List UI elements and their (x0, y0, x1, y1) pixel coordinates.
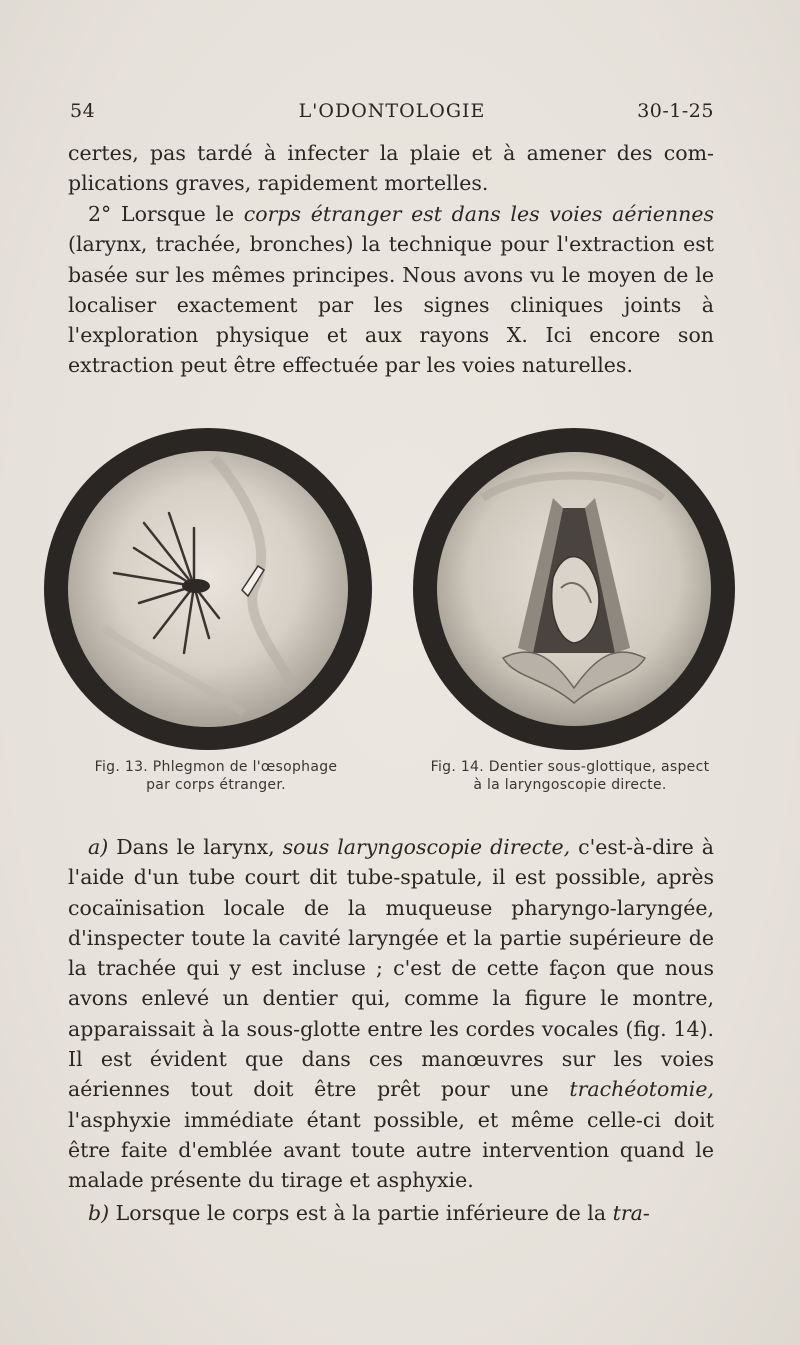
running-title: L'ODONTOLOGIE (298, 100, 486, 122)
figure-13-esophagus (44, 428, 372, 750)
paragraph-text: l'asphyxie immédiate étant possible, et même celle-ci doit être faite d'emblée avant toute autre intervention quand le malade présente du tirage et asphyxie. (68, 1107, 714, 1193)
esophagus-illustration (44, 428, 372, 750)
paragraph-text: Lorsque le corps est à la partie inférieure de la (109, 1201, 613, 1225)
item-label: a) (88, 835, 109, 859)
italic-phrase: sous laryngoscopie directe, (282, 835, 571, 859)
paragraph-lower-trachea (68, 1198, 714, 1228)
figure-14-caption (408, 758, 732, 794)
page-number: 54 (70, 100, 96, 122)
caption-line: Fig. 13. Phlegmon de l'œsophage (94, 759, 338, 775)
paragraph-text: Dans le larynx, (108, 835, 283, 859)
issue-date: 30-1-25 (637, 100, 714, 122)
larynx-illustration (413, 428, 735, 750)
page-header (70, 100, 714, 130)
italic-phrase: trachéotomie, (569, 1077, 714, 1102)
caption-line: par corps étranger. (146, 777, 286, 793)
paragraph-airways (68, 199, 714, 381)
figure-14-larynx (413, 428, 735, 750)
caption-line: à la laryngoscopie directe. (473, 777, 667, 793)
paragraph-text: (larynx, trachée, bronches) la technique pour l'extraction est basée sur les mêmes principes. Nous avons vu le moyen de le localiser exactement par les signes cliniques joints à l'exploration physique et aux rayons X. Ici encore son extraction peut être effectuée par les voies naturelles. (68, 232, 714, 378)
text-line: plications graves, rapidement mortelles. (68, 171, 489, 196)
italic-phrase: tra- (612, 1201, 650, 1225)
paragraph-text: c'est-à-dire à l'aide d'un tube court dit tube-spatule, il est possible, après cocaïnisation locale de la muqueuse pharyngo-laryngée, d'inspecter toute la cavité laryngée et la partie supérieure de la trachée qui y est incluse ; c'est de cette façon que nous avons enlevé un dentier qui, comme la figure le montre, apparaissait à la sous-glotte entre les cordes vocales (fig. 14). Il est évident que dans ces manœuvres sur les voies aériennes tout doit être prêt pour une (68, 835, 715, 1102)
caption-line: Fig. 14. Dentier sous-glottique, aspect (430, 759, 710, 775)
paragraph-larynx (68, 832, 714, 1196)
paragraph-text: 2° Lorsque le (88, 202, 244, 226)
italic-phrase: corps étranger est dans les voies aériennes (243, 202, 715, 226)
paragraph-continuation (68, 138, 714, 199)
text-line: certes, pas tardé à infecter la plaie et à amener des com- (68, 141, 714, 165)
item-label: b) (88, 1201, 110, 1225)
figure-13-caption (66, 758, 366, 794)
